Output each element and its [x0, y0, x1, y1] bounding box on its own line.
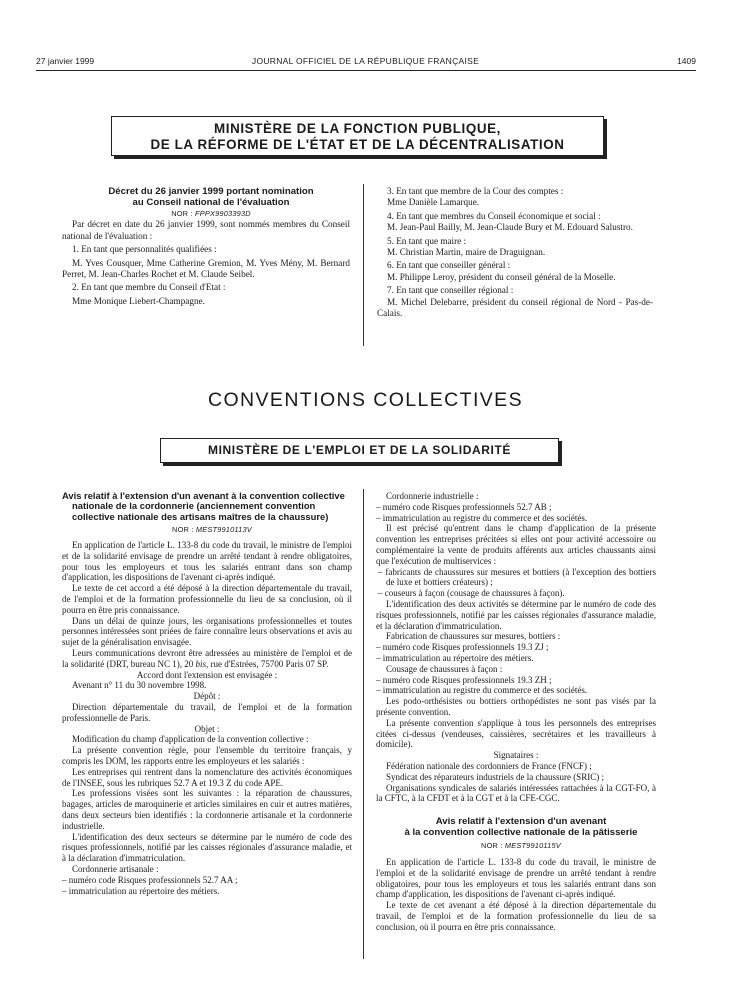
avis1-list-item: – immatriculation au registre du commerce et des sociétés. — [376, 685, 588, 696]
decree-paragraph: 7. En tant que conseiller régional : — [387, 285, 514, 296]
avis1-fabrication-label: Fabrication de chaussures sur mesures, bottiers : — [386, 631, 561, 642]
section-title: CONVENTIONS COLLECTIVES — [207, 389, 523, 411]
avis1-list-item: – fabricants de chaussures sur mesures et bottiers (à l'exception des bottiers de luxe et bottiers créateurs) ; — [378, 566, 656, 588]
ministry-box-line2: DE LA RÉFORME DE L'ÉTAT ET DE LA DÉCENTRALISATION — [150, 137, 565, 152]
avis1-nor — [62, 525, 352, 536]
decree-paragraph: 6. En tant que conseiller général : — [387, 260, 511, 271]
decree-title-line2: au Conseil national de l'évaluation — [132, 197, 290, 208]
avis1-paragraph: Les professions visées sont les suivantes : la réparation de chaussures, bagages, articles de maroquinerie et articles similaires en cuir et autres matières, dans deux secteurs bien identifiés : la cordonnerie artisanale et la cordonnerie industrielle. — [62, 788, 352, 831]
avis1-right-column — [376, 491, 656, 932]
nor-label: NOR : — [171, 209, 195, 218]
avis1-list-item: – immatriculation au répertoire des métiers. — [62, 885, 220, 896]
avis1-signatory: Organisations syndicales de salariés intéressées rattachées à la CGT-FO, à la CFTC, à la CFDT et à la CGT et à la CFE-CGC. — [376, 782, 656, 804]
decree-paragraph: M. Yves Cousquer, Mme Catherine Gremion, M. Yves Mény, M. Bernard Perret, M. Jean-Charles Rochet et M. Claude Seibel. — [62, 257, 350, 280]
avis1-list-item: – numéro code Risques professionnels 52.7 AB ; — [376, 501, 552, 512]
avis1-signataires-label: Signataires : — [493, 750, 539, 761]
avis1-paragraph: L'identification des deux activités se détermine par le numéro de code des risques professionnels, notifié par les caisses régionales d'assurance maladie, et la déclaration d'immatriculation. — [376, 598, 656, 631]
nor-label: NOR : — [481, 841, 505, 851]
avis1-list-item: – couseurs à façon (cousage de chaussures à façon). — [378, 588, 565, 599]
nor-label: NOR : — [172, 525, 196, 535]
avis1-p4-before: Leurs communications devront être adressées au ministère de l'emploi et de la solidarité (DRT, bureau NC 1), 20 — [62, 647, 352, 669]
column-divider — [363, 184, 364, 346]
decree-paragraph: Mme Monique Liebert-Champagne. — [72, 295, 205, 306]
decree-paragraph: 1. En tant que personnalités qualifiées : — [72, 244, 217, 255]
avis1-depot-value: Direction départementale du travail, de l'emploi et de la formation professionnelle de Paris. — [62, 701, 352, 723]
header-page-number: 1409 — [677, 56, 696, 66]
decree-paragraph: 5. En tant que maire : — [387, 235, 467, 246]
avis2-title-line1: Avis relatif à l'extension d'un avenant — [435, 816, 607, 828]
avis2-paragraph: Le texte de cet avenant a été déposé à la direction départementale du travail, de l'emploi et de la formation professionnelle du lieu de sa conclusion, où il pourra en être pris connaissance. — [376, 900, 656, 932]
avis1-left-column — [62, 491, 352, 896]
avis1-p4-bis: bis — [195, 658, 207, 669]
avis1-paragraph: La présente convention s'applique à tous les personnels des entreprises citées ci-dessus (vendeuses, caissières, secrétaires et les travailleurs à domicile). — [376, 717, 656, 750]
avis2-paragraph: En application de l'article L. 133-8 du code du travail, le ministre de l'emploi et de la solidarité envisage de prendre un arrêté tendant à rendre obligatoires, pour tous les employeurs et tous les salariés entrant dans son champ d'application, les dispositions de l'avenant ci-après indiqué. — [376, 856, 656, 900]
decree-paragraph: Mme Danièle Lamarque. — [387, 197, 480, 208]
avis1-accord-label: Accord dont l'extension est envisagée : — [136, 669, 278, 680]
avis1-p4-after: , rue d'Estrées, 75700 Paris 07 SP. — [206, 658, 329, 669]
decree-paragraph: M. Christian Martin, maire de Draguignan. — [387, 247, 546, 258]
avis2-nor — [376, 841, 656, 852]
header-rule — [36, 70, 696, 71]
decree-paragraph: M. Philippe Leroy, président du conseil général de la Moselle. — [387, 271, 616, 282]
nor-code: FPPX9903393D — [194, 209, 251, 218]
ministry-box-emploi: MINISTÈRE DE L'EMPLOI ET DE LA SOLIDARITÉ — [160, 438, 559, 463]
avis1-objet-label: Objet : — [194, 723, 220, 734]
avis1-list-item: – immatriculation au registre du commerce et des sociétés. — [376, 512, 588, 523]
spacer — [376, 804, 656, 816]
avis1-paragraph: Les entreprises qui rentrent dans la nomenclature des activités économiques de l'INSEE, sous les rubriques 52.7 A et 19.3 Z du code APE. — [62, 766, 352, 788]
avis1-paragraph: Les podo-orthésistes ou bottiers orthopédistes ne sont pas visés par la présente convention. — [376, 696, 656, 717]
decree-paragraph: 2. En tant que membre du Conseil d'Etat : — [72, 282, 226, 293]
avis1-objet-value: Modification du champ d'application de la convention collective : — [72, 734, 309, 745]
nor-code: MEST9910115V — [504, 841, 561, 851]
avis1-cordonnerie-artisanale: Cordonnerie artisanale : — [72, 863, 159, 874]
header-journal-title: JOURNAL OFFICIEL DE LA RÉPUBLIQUE FRANÇAISE — [251, 56, 480, 66]
avis1-paragraph: En application de l'article L. 133-8 du code du travail, le ministre de l'emploi et de la solidarité envisage de prendre un arrêté tendant à rendre obligatoires, pour tous les employeurs et tous les salariés entrant dans son champ d'application, les dispositions de l'avenant ci-après indiqué. — [62, 540, 352, 583]
ministry-box-line1: MINISTÈRE DE LA FONCTION PUBLIQUE, — [214, 121, 501, 136]
decree-right-column — [377, 186, 653, 319]
nor-code: MEST9910113V — [195, 525, 252, 535]
avis1-depot-label: Dépôt : — [193, 691, 221, 702]
avis1-accord-value: Avenant n° 11 du 30 novembre 1998. — [72, 680, 207, 691]
avis1-list-item: – immatriculation au répertoire des métiers. — [376, 652, 534, 663]
avis1-signatory: Fédération nationale des cordonniers de France (FNCF) ; — [386, 760, 592, 771]
avis1-list-item: – numéro code Risques professionnels 19.3 ZJ ; — [376, 642, 549, 653]
avis1-paragraph: La présente convention règle, pour l'ensemble du territoire français, y compris les DOM, les rapports entre les employeurs et les salariés : — [62, 745, 352, 766]
decree-nor — [62, 208, 350, 219]
decree-paragraph: M. Michel Delebarre, président du conseil régional de Nord - Pas-de-Calais. — [377, 296, 653, 319]
header-date: 27 janvier 1999 — [36, 56, 95, 66]
avis1-list-item: – numéro code Risques professionnels 52.7 AA ; — [62, 874, 238, 885]
decree-paragraph: Par décret en date du 26 janvier 1999, sont nommés membres du Conseil national de l'évaluation : — [62, 219, 350, 241]
avis2-title-line2: à la convention collective nationale de la pâtisserie — [404, 827, 638, 839]
decree-title-line1: Décret du 26 janvier 1999 portant nomination — [108, 186, 314, 197]
avis1-paragraph: Le texte de cet accord a été déposé à la direction départementale du travail, de l'emploi et de la formation professionnelle du lieu de sa conclusion, où il pourra en être pris connaissance. — [62, 583, 352, 615]
avis1-paragraph — [62, 648, 352, 670]
avis1-cordonnerie-industrielle: Cordonnerie industrielle : — [386, 491, 479, 501]
decree-paragraph: 3. En tant que membre de la Cour des comptes : — [387, 186, 564, 196]
column-divider — [363, 489, 364, 959]
avis1-signatory: Syndicat des réparateurs industriels de la chaussure (SRIC) ; — [386, 771, 604, 782]
decree-left-column — [62, 186, 350, 307]
avis1-cousage-label: Cousage de chaussures à façon : — [386, 663, 503, 674]
avis1-paragraph: Il est précisé qu'entrent dans le champ d'application de la présente convention les entreprises précitées si elles ont pour activité accessoire ou complémentaire la vente de produits afférents aux articles chaussants ainsi que l'exécution de multiservices : — [376, 523, 656, 566]
decree-paragraph: M. Jean-Paul Bailly, M. Jean-Claude Bury et M. Edouard Salustro. — [387, 222, 633, 233]
avis1-title: Avis relatif à l'extension d'un avenant à la convention collective nationale de la cordonnerie (anciennement convention collective nationale des artisans maîtres de la chaussure) — [62, 490, 345, 522]
decree-paragraph: 4. En tant que membres du Conseil économique et social : — [387, 210, 601, 221]
avis1-paragraph: Dans un délai de quinze jours, les organisations professionnelles et toutes personnes intéressées sont priées de faire connaître leurs observations et avis au sujet de la généralisation envisagée. — [62, 615, 352, 648]
ministry-box-fonction-publique — [111, 116, 604, 156]
avis1-list-item: – numéro code Risques professionnels 19.3 ZH ; — [376, 674, 552, 685]
avis1-paragraph: L'identification des deux secteurs se détermine par le numéro de code des risques professionnels, notifié par les caisses régionales d'assurance maladie, et à la déclaration d'immatriculation. — [62, 831, 352, 864]
